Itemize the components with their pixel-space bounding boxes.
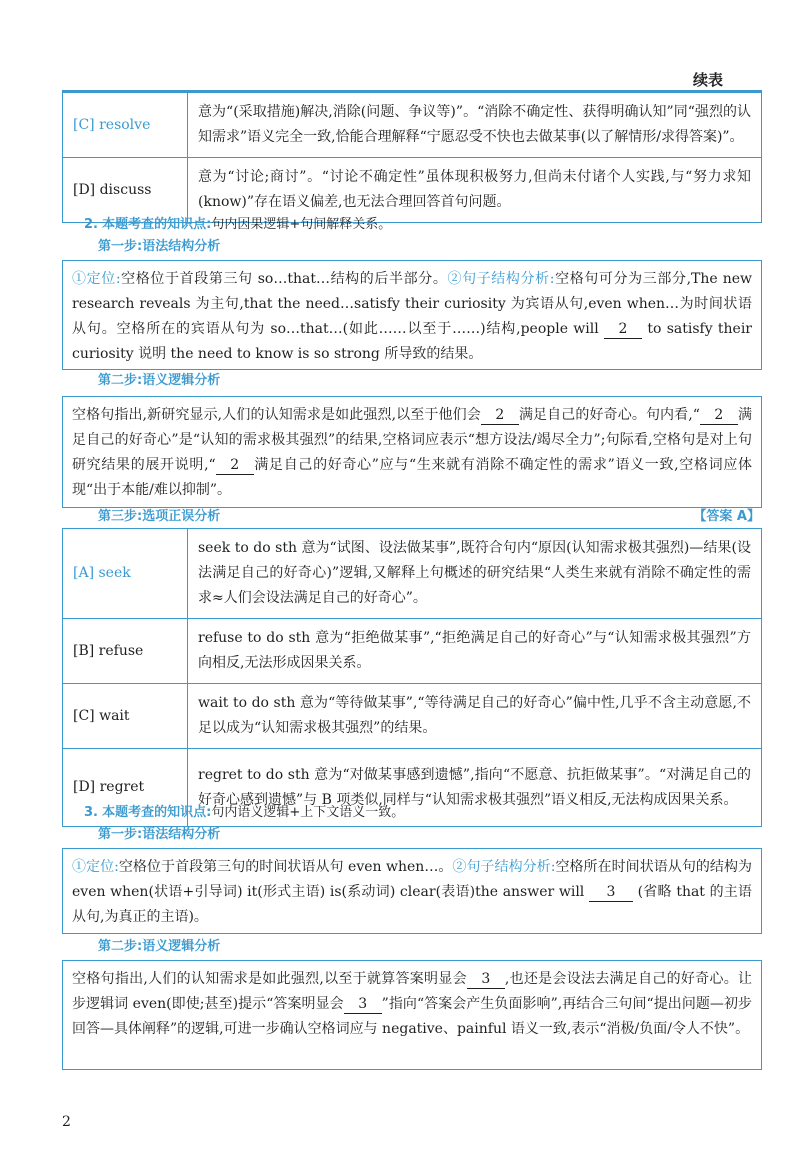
q2-point: 句内因果逻辑+句间解释关系。	[211, 217, 392, 232]
answer-badge: 【答案 A】	[693, 509, 760, 524]
logic-text: 空格句指出,人们的认知需求是如此强烈,以至于就算答案明显会	[72, 971, 467, 987]
option-label: [C] resolve	[63, 93, 188, 158]
logic-text: ”指向“答案会产生负面影响”,再结合三句间“提出问题—初步回答—具体阐释”的逻辑,可进一步确认空格词应与 negative、painful 语义一致,表示“消极/负面/令人不快”。	[72, 996, 752, 1037]
blank: 2	[604, 320, 642, 339]
option-label: [C] wait	[63, 684, 188, 749]
options-table	[62, 528, 762, 827]
option-explanation: wait to do sth 意为“等待做某事”,“等待满足自己的好奇心”偏中性,几乎不含主动意愿,不足以成为“认知需求极其强烈”的结果。	[188, 684, 762, 749]
q3-point: 句内语义逻辑+上下文语义一致。	[211, 805, 405, 820]
q3-keyword: 本题考查的知识点:	[102, 805, 212, 820]
option-explanation: refuse to do sth 意为“拒绝做某事”,“拒绝满足自己的好奇心”与“认知需求极其强烈”方向相反,无法形成因果关系。	[188, 619, 762, 684]
locate-text: 空格位于首段第三句 so…that…结构的后半部分。	[120, 271, 448, 287]
logic-text: 满足自己的好奇心”是“认知的需求极其强烈”的结果,空格词应表示“想方设法/竭尽全力”;句际看,空格句是对上句研究结果的展开说明,“	[72, 407, 753, 473]
option-label: [B] refuse	[63, 619, 188, 684]
locate-label: ①定位:	[72, 859, 119, 875]
blank: 2	[481, 406, 519, 425]
locate-label: ①定位:	[72, 271, 121, 287]
table-row	[63, 684, 762, 749]
option-explanation: regret to do sth 意为“对做某事感到遗憾”,指向“不愿意、抗拒做某事”。“对满足自己的好奇心感到遗憾”与 B 项类似,同样与“认知需求极其强烈”语义相反,无法构成因果关系。	[188, 749, 762, 827]
structure-text: 空格句可分为三部分,The new research reveals 为主句,that the need…satisfy their curiosity 为宾语从句,even when…为时间状语从句。空格所在的宾语从句为 so…that…(如此……以至于……)结构,people will	[72, 271, 753, 337]
q2-step1-box	[62, 260, 762, 370]
blank: 2	[216, 456, 254, 475]
option-label: [D] regret	[63, 749, 188, 827]
structure-label: ②句子结构分析:	[447, 271, 555, 287]
option-explanation: 意为“讨论;商讨”。“讨论不确定性”虽体现积极努力,但尚未付诸个人实践,与“努力求知(know)”存在语义偏差,也无法合理回答首句问题。	[188, 158, 762, 223]
q2-step2-title: 第二步:语义逻辑分析	[98, 373, 221, 388]
q3-number: 3.	[84, 805, 98, 820]
blank: 3	[467, 970, 505, 989]
q3-step2-title: 第二步:语义逻辑分析	[98, 939, 221, 954]
structure-text-end: to satisfy their curiosity 说明 the need to know is so strong 所导致的结果。	[72, 321, 753, 362]
q3-step2-box	[62, 960, 762, 1070]
logic-text: 空格句指出,新研究显示,人们的认知需求是如此强烈,以至于他们会	[72, 407, 481, 423]
q2-step1-title: 第一步:语法结构分析	[98, 239, 221, 254]
logic-text: ,也还是会设法去满足自己的好奇心。让步逻辑词 even(即使;甚至)提示“答案明显会	[72, 971, 752, 1012]
option-explanation: seek to do sth 意为“试图、设法做某事”,既符合句内“原因(认知需求极其强烈)—结果(设法满足自己的好奇心)”逻辑,又解释上句概述的研究结果“人类生来就有消除不确定性的需求≈人们会设法满足自己的好奇心”。	[188, 529, 762, 619]
options-table-continued	[62, 92, 762, 223]
q3-step1-box	[62, 848, 762, 934]
q2-keyword: 本题考查的知识点:	[102, 217, 212, 232]
structure-text: 空格所在时间状语从句的结构为 even when(状语+引导词) it(形式主语) is(系动词) clear(表语)the answer will	[72, 859, 753, 900]
continued-table-label: 续表	[693, 71, 724, 89]
logic-text: 满足自己的好奇心。句内看,“	[518, 407, 700, 423]
structure-label: ②句子结构分析:	[452, 859, 556, 875]
blank: 2	[700, 406, 738, 425]
table-row	[63, 529, 762, 619]
option-label: [D] discuss	[63, 158, 188, 223]
q3-step1-title: 第一步:语法结构分析	[98, 827, 221, 842]
blank: 3	[589, 883, 633, 902]
logic-text: 满足自己的好奇心”应与“生来就有消除不确定性的需求”语义一致,空格词应体现“出于本能/难以抑制”。	[72, 457, 752, 498]
page-number: 2	[62, 1114, 71, 1130]
option-label: [A] seek	[63, 529, 188, 619]
structure-text-end: (省略 that 的主语从句,为真正的主语)。	[72, 884, 752, 925]
blank: 3	[344, 995, 382, 1014]
table-row	[63, 93, 762, 158]
table-row	[63, 619, 762, 684]
q2-step2-box	[62, 396, 762, 508]
q2-number: 2.	[84, 217, 98, 232]
q2-step3-title: 第三步:选项正误分析	[98, 509, 221, 524]
option-explanation: 意为“(采取措施)解决,消除(问题、争议等)”。“消除不确定性、获得明确认知”同“强烈的认知需求”语义完全一致,恰能合理解释“宁愿忍受不快也去做某事(以了解情形/求得答案)”。	[188, 93, 762, 158]
locate-text: 空格位于首段第三句的时间状语从句 even when…。	[118, 859, 453, 875]
